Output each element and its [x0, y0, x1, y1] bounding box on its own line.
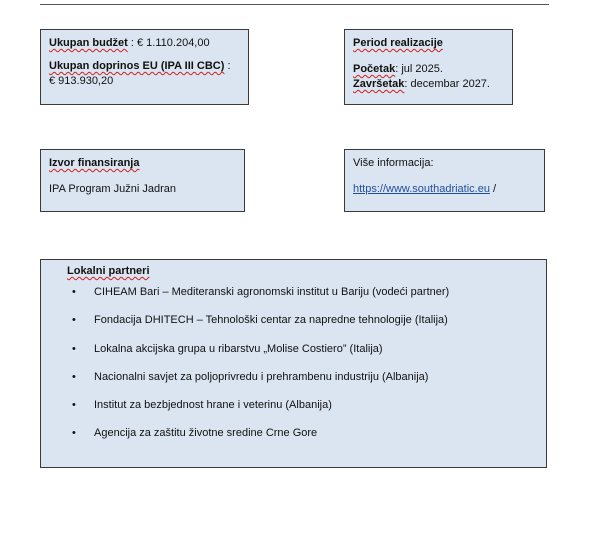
funding-source-box	[40, 149, 245, 212]
website-suffix: /	[489, 183, 497, 195]
partner-item: • CIHEAM Bari – Mediteranski agronomski institut u Bariju (vodeći partner)	[67, 285, 538, 313]
total-budget-label: Ukupan budžet	[49, 37, 128, 49]
budget-box	[40, 29, 249, 105]
start-label: Početak	[353, 63, 396, 75]
eu-contribution-label: Ukupan doprinos EU (IPA III CBC)	[49, 60, 225, 72]
funding-source-title: Izvor finansiranja	[49, 157, 140, 169]
start-value: : jul 2025.	[395, 63, 443, 75]
eu-contribution-line	[49, 59, 240, 74]
more-info-box	[344, 149, 545, 212]
partner-item: • Lokalna akcijska grupa u ribarstvu „Molise Costiero” (Italija)	[67, 342, 538, 370]
partner-item: • Nacionalni savjet za poljoprivredu i prehrambenu industriju (Albanija)	[67, 370, 538, 398]
partner-item: • Fondacija DHITECH – Tehnološki centar za napredne tehnologije (Italija)	[67, 313, 538, 341]
end-line	[353, 77, 504, 92]
start-line	[353, 62, 504, 77]
header-rule	[40, 4, 549, 5]
end-label: Završetak	[353, 78, 405, 90]
end-value: : decembar 2027.	[404, 78, 490, 90]
partner-item: • Agencija za zaštitu životne sredine Crne Gore	[67, 426, 538, 454]
period-title: Period realizacije	[353, 37, 443, 49]
partners-title: Lokalni partneri	[67, 265, 150, 277]
period-box	[344, 29, 513, 105]
partners-box	[40, 259, 547, 468]
funding-source-value: IPA Program Južni Jadran	[49, 183, 176, 195]
more-info-label: Više informacija:	[353, 157, 434, 169]
partners-list	[67, 285, 538, 455]
eu-contribution-value: € 913.930,20	[49, 75, 114, 87]
eu-contribution-suffix: :	[224, 60, 231, 72]
more-info-line	[353, 182, 536, 197]
partner-item: • Institut za bezbjednost hrane i veterinu (Albanija)	[67, 398, 538, 426]
website-link[interactable]: https://www.southadriatic.eu	[353, 183, 490, 195]
total-budget-value: : € 1.110.204,00	[127, 37, 210, 49]
total-budget-line	[49, 36, 240, 51]
